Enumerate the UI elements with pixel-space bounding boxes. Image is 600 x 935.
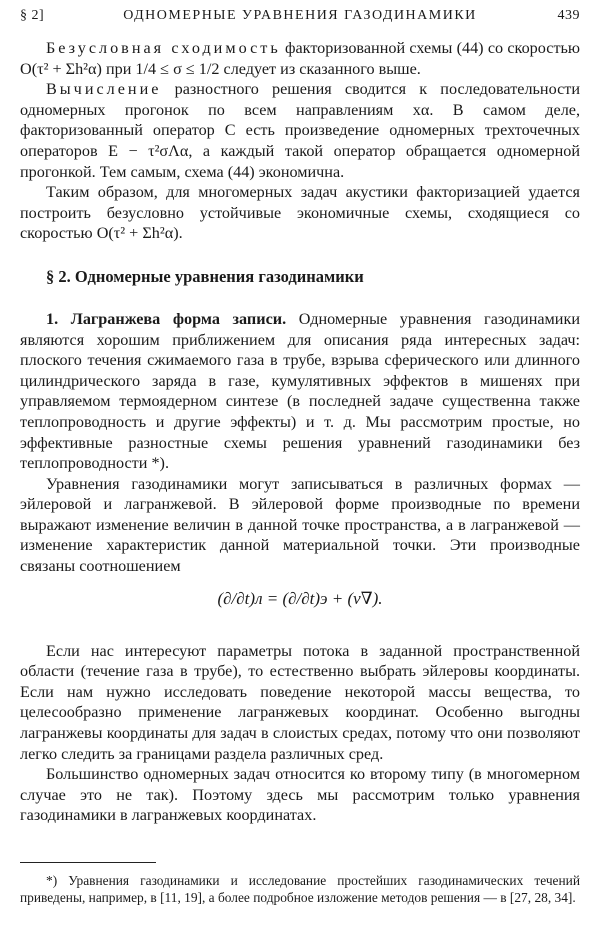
footnote-divider <box>20 862 156 863</box>
paragraph-forms: Уравнения газодинамики могут записываться в различных формах — эйлеровой и лагранжевой. В эйлеровой форме производные по времени выражают изменение величин в данной точке пространства, а в лагранжевой — изменение характеристик данной материальной точки. Эти производные связаны соотношением <box>20 474 580 576</box>
paragraph-conclusion: Таким образом, для многомерных задач акустики факторизацией удается построить безусловно устойчивые экономичные схемы, сходящиеся со скоростью O(τ² + Σh²α). <box>20 183 580 243</box>
main-text <box>20 38 580 826</box>
paragraph-text: разностного решения сводится к последовательности одномерных прогонок по всем направлениям xα. В самом деле, факторизованный оператор C есть произведение одномерных трехточечных операторов E − τ²σΛα, а каждый такой оператор обращается одномерной прогонкой. Тем самым, схема (44) экономична. <box>20 80 580 181</box>
derivative-formula: (∂/∂t)л = (∂/∂t)э + (v∇). <box>217 588 383 608</box>
paragraph-majority: Большинство одномерных задач относится ко второму типу (в многомерном случае это не так). Поэтому здесь мы рассмотрим только уравнения газодинамики в лагранжевых координатах. <box>20 765 580 825</box>
running-header <box>20 8 580 30</box>
paragraph-coordinates: Если нас интересуют параметры потока в заданной пространственной области (течение газа в трубе), то естественно выбрать эйлеровы координаты. Если нам нужно исследовать поведение некоторой массы вещества, то целесообразно применение лагранжевых координат. Особенно выгодны лагранжевы координаты для задач в слоистых средах, потому что они позволяют легко следить за границами раздела различных сред. <box>20 641 580 763</box>
paragraph-text: Одномерные уравнения газодинамики являются хорошим приближением для описания ряда интересных задач: плоского течения сжимаемого газа в трубе, взрыва сферического или длинного цилиндрического заряда в газе, кумулятивных эффектов в мишенях при управляемом термоядерном синтезе (в последней задаче существенна также теплопроводность и другие эффекты) и т. д. Мы рассмотрим простые, но эффективные разностные схемы решения уравнений газодинамики без теплопроводности *). <box>20 309 580 473</box>
spaced-term: Безусловная сходимость <box>46 39 281 57</box>
paragraph-text: факторизованной схемы (44) со скоростью O(τ² + Σh²α) при 1/4 ≤ σ ≤ 1/2 следует из сказанного выше. <box>20 39 580 78</box>
footnote: *) Уравнения газодинамики и исследование простейших газодинамических течений приведены, например, в [11, 19], а более подробное изложение методов решения — в [27, 28, 34]. <box>20 873 580 905</box>
header-section-ref: § 2] <box>20 8 45 23</box>
section-heading: § 2. Одномерные уравнения газодинамики <box>46 266 364 286</box>
page-number: 439 <box>557 8 580 23</box>
spaced-term: Вычисление <box>46 80 162 99</box>
paragraph-lagrange-intro <box>20 309 580 474</box>
paragraph-convergence <box>20 38 580 79</box>
subsection-heading: 1. Лагранжева форма записи. <box>46 309 287 328</box>
paragraph-computation <box>20 79 580 182</box>
header-title: ОДНОМЕРНЫЕ УРАВНЕНИЯ ГАЗОДИНАМИКИ <box>123 8 477 23</box>
